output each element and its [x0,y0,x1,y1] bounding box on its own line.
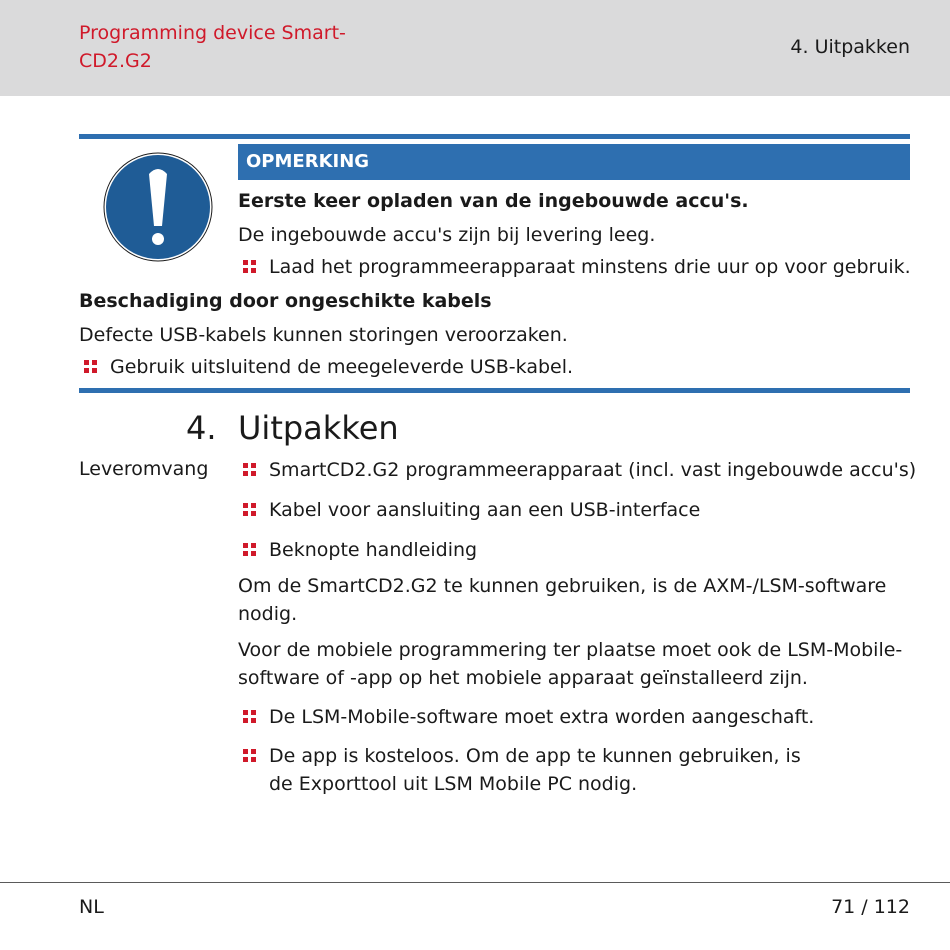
exclamation-icon [103,152,213,262]
notice-bullet-cables: Gebruik uitsluitend de meegeleverde USB-kabel. [110,356,574,378]
side-label: Leveromvang [79,458,209,480]
chapter-reference: 4. Uitpakken [790,36,910,58]
notice-heading-cables: Beschadiging door ongeschikte kabels [79,290,492,312]
notice-label: OPMERKING [238,144,910,180]
bullet-icon [243,749,256,762]
document-title: Programming device Smart-CD2.G2 [79,22,346,72]
notice-text-charging: De ingebouwde accu's zijn bij levering leeg. [238,224,656,246]
page-number: 71 / 112 [831,896,910,918]
paragraph-mobile: Voor de mobiele programmering ter plaatse moet ook de LSM-Mobile-software of -app op het mobiele apparaat geïnstalleerd zijn. [238,639,903,689]
bullet-icon [243,463,256,476]
bullet-icon [243,710,256,723]
bullet-icon [84,360,97,373]
notice-bullet-charging: Laad het programmeerapparaat minstens drie uur op voor gebruik. [269,256,911,278]
notice-heading-charging: Eerste keer opladen van de ingebouwde accu's. [238,190,749,212]
section-title: Uitpakken [238,409,399,447]
section-number: 4. [186,409,217,447]
notice-text-cables: Defecte USB-kabels kunnen storingen veroorzaken. [79,324,568,346]
delivery-item: Beknopte handleiding [269,539,478,561]
delivery-item: SmartCD2.G2 programmeerapparaat (incl. vast ingebouwde accu's) [269,459,917,481]
paragraph-software: Om de SmartCD2.G2 te kunnen gebruiken, is de AXM-/LSM-software nodig. [238,575,887,625]
page-header [0,0,950,96]
footer-divider [0,882,950,883]
notice-bottom-rule [79,388,910,393]
bullet-icon [243,260,256,273]
note-item: De LSM-Mobile-software moet extra worden aangeschaft. [269,706,815,728]
bullet-icon [243,543,256,556]
note-item: De app is kosteloos. Om de app te kunnen gebruiken, is de Exporttool uit LSM Mobile PC nodig. [269,745,801,795]
bullet-icon [243,503,256,516]
notice-top-rule [79,134,910,139]
footer-language: NL [79,896,104,918]
delivery-item: Kabel voor aansluiting aan een USB-interface [269,499,701,521]
